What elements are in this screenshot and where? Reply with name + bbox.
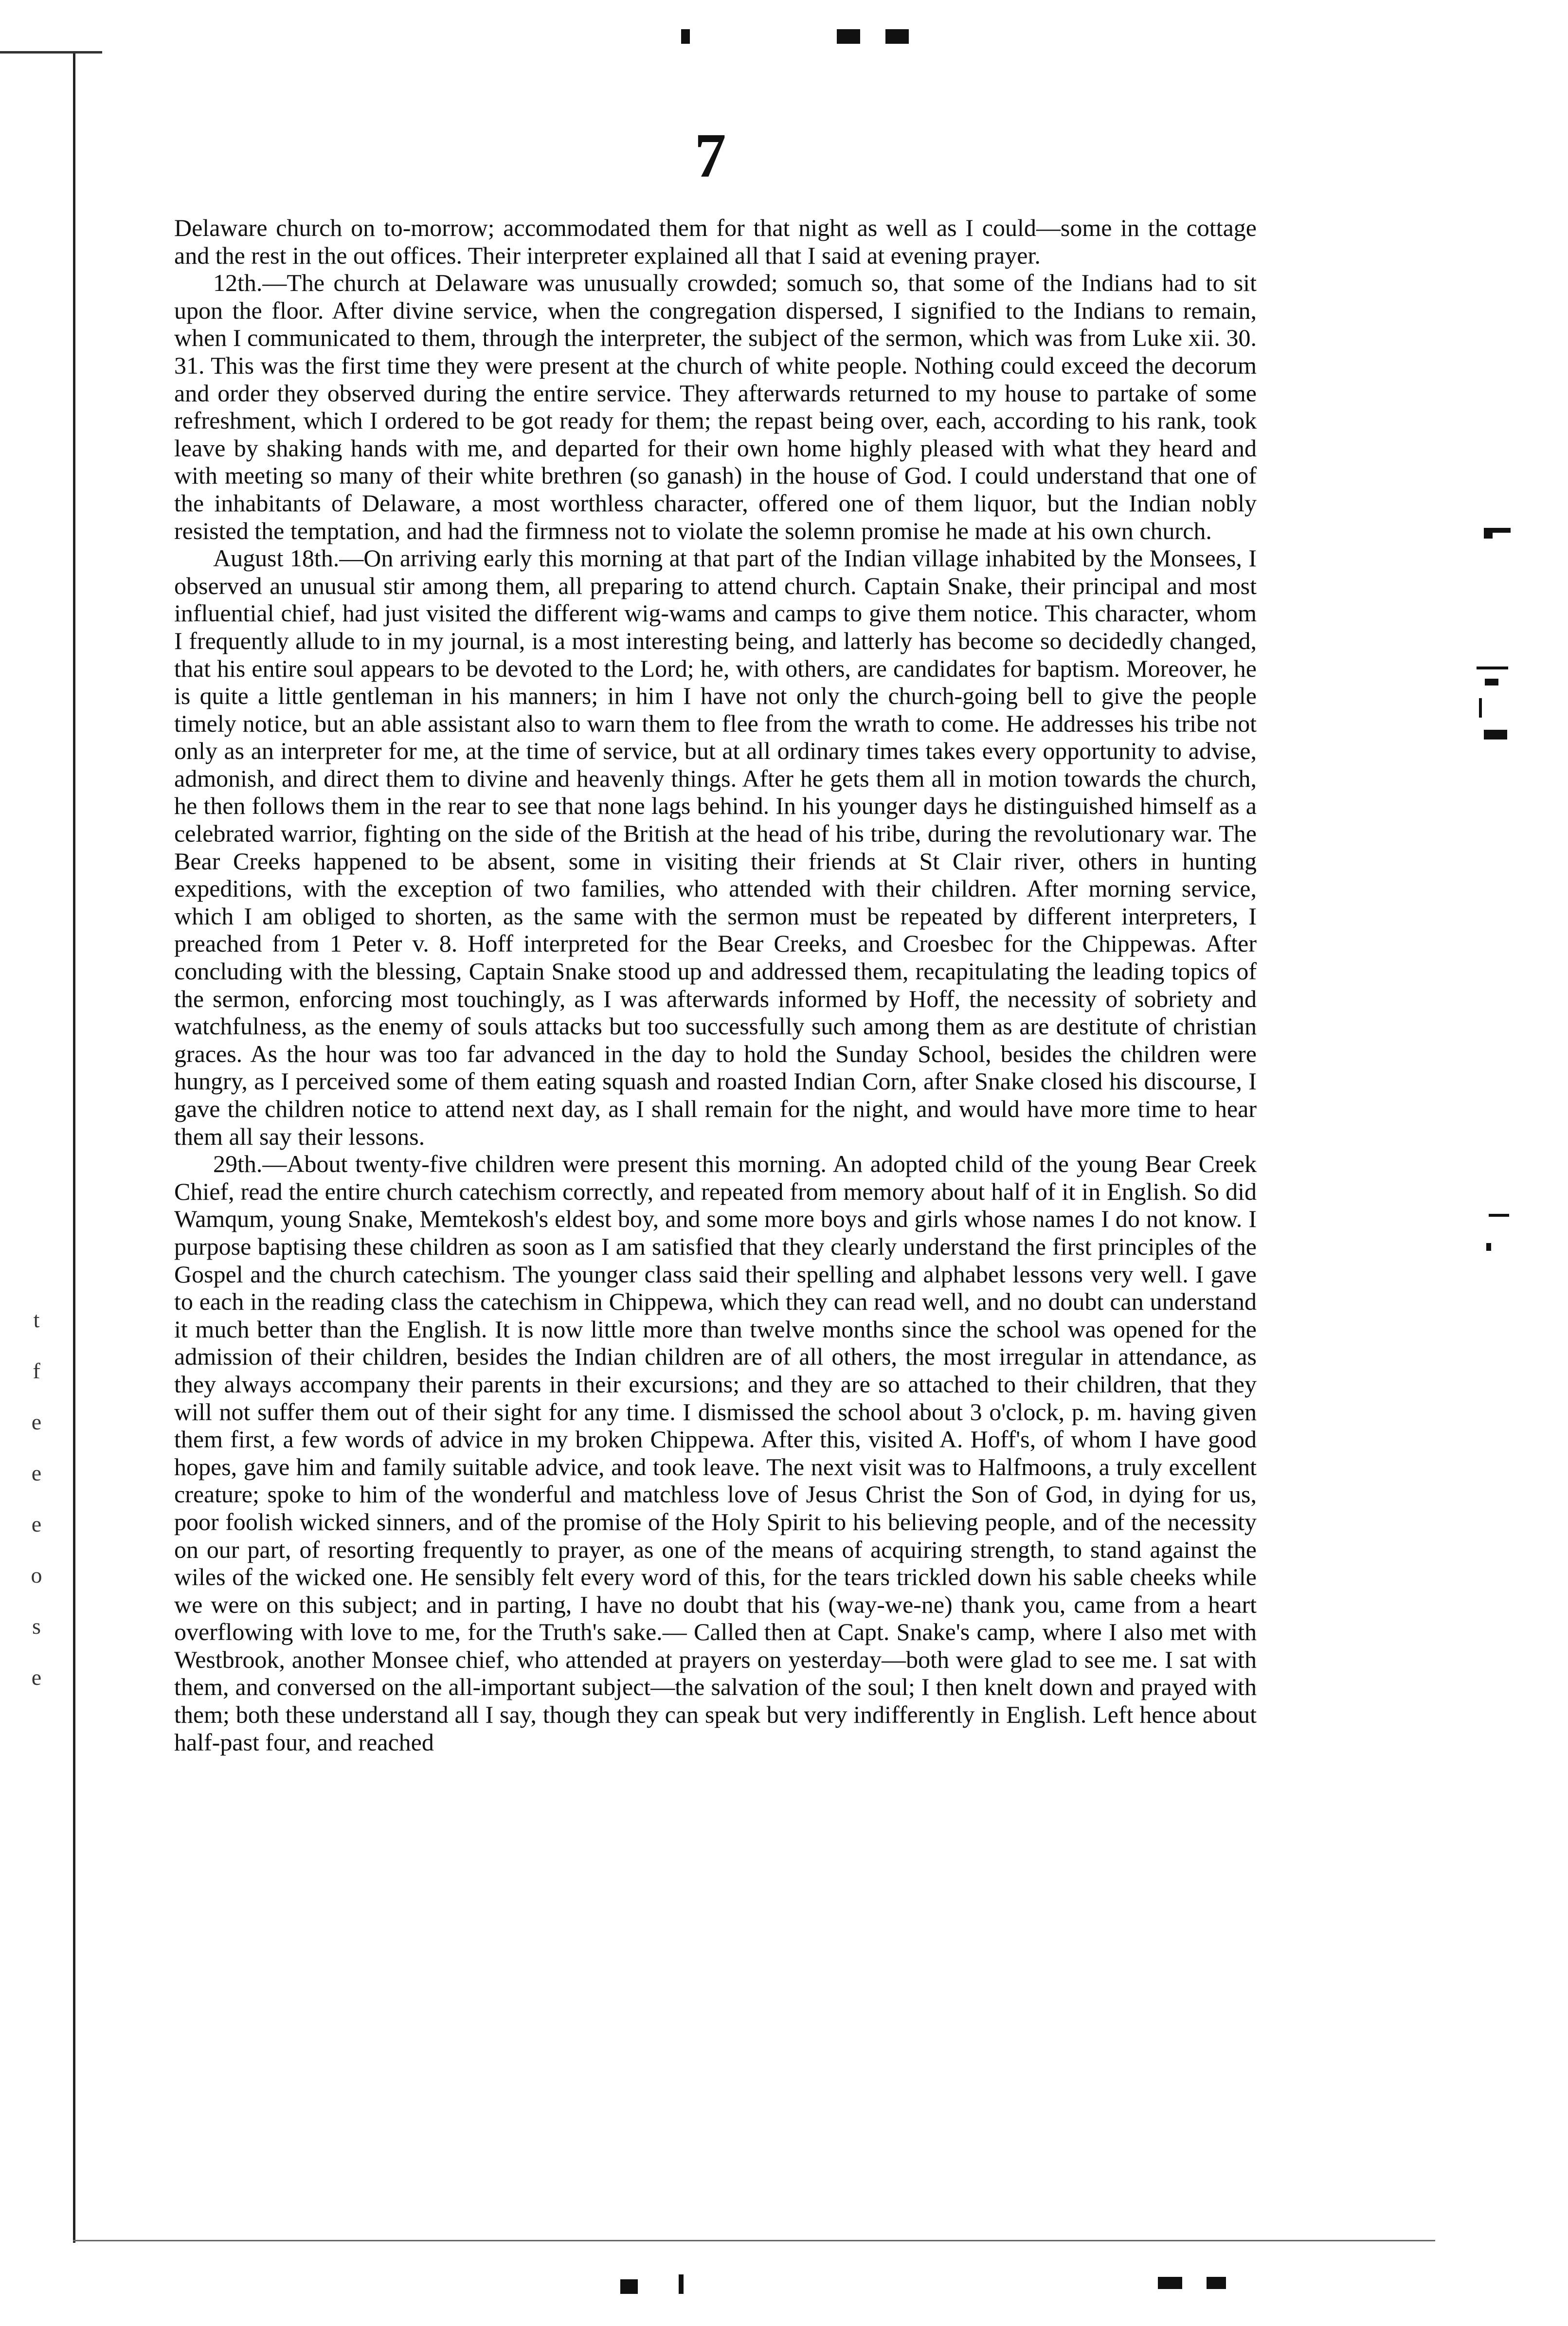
scan-frame-top xyxy=(0,51,102,54)
paragraph: 29th.—About twenty-five children were present this morning. An adopted child of the young Bear Creek Chief, read the entire church catechism correctly, and repeated from memory about half of it in English. So did Wamqum, young Snake, Memtekosh's eldest boy, and some more boys and girls whose names I do not know. I purpose baptising these children as soon as I am satisfied that they clearly understand the first principles of the Gospel and the church catechism. The younger class said their spelling and alphabet lessons very well. I gave to each in the reading class the catechism in Chippewa, which they can read well, and no doubt can understand it much better than the English. It is now little more than twelve months since the school was opened for the admission of their children, besides the Indian children are of all others, the most irregular in attendance, as they always accompany their parents in their excursions; and they are so attached to their children, that they will not suffer them out of their sight for any time. I dismissed the school about 3 o'clock, p. m. having given them first, a few words of advice in my broken Chippewa. After this, visited A. Hoff's, of whom I have good hopes, gave him and family suitable advice, and took leave. The next visit was to Halfmoons, a truly excellent creature; spoke to him of the wonderful and matchless love of Jesus Christ the Son of God, in dying for us, poor foolish wicked sinners, and of the promise of the Holy Spirit to his believing people, and of the necessity on our part, of resorting frequently to prayer, as one of the means of acquiring strength, to stand against the wiles of the wicked one. He sensibly felt every word of this, for the tears trickled down his sable cheeks while we were on this subject; and in parting, I have no doubt that his (way-we-ne) thank you, came from a heart overflowing with love to me, for the Truth's sake.— Called then at Capt. Snake's camp, where I also met with Westbrook, another Monsee chief, who attended at prayers on yesterday—both were glad to see me. I sat with them, and conversed on the all-important subject—the salvation of the soul; I then knelt down and prayed with them; both these understand all I say, though they can speak but very indifferently in English. Left hence about half-past four, and reached xyxy=(174,1150,1257,1756)
margin-fragment: e xyxy=(31,1461,42,1485)
scan-artifact xyxy=(885,29,909,44)
scan-artifact xyxy=(1484,730,1507,739)
paragraph: 12th.—The church at Delaware was unusually crowded; somuch so, that some of the Indians had to sit upon the floor. After divine service, when the congregation dispersed, I signified to the Indians to remain, when I communicated to them, through the interpreter, the subject of the sermon, which was from Luke xii. 30. 31. This was the first time they were present at the church of white people. Nothing could exceed the decorum and order they observed during the entire service. They afterwards returned to my house to partake of some refreshment, which I ordered to be got ready for them; the repast being over, each, according to his rank, took leave by shaking hands with me, and departed for their own home highly pleased with what they heard and with meeting so many of their white brethren (so ganash) in the house of God. I could understand that one of the inhabitants of Delaware, a most worthless character, offered one of them liquor, but the Indian nobly resisted the temptation, and had the firmness not to violate the solemn promise he made at his own church. xyxy=(174,269,1257,544)
paragraph: August 18th.—On arriving early this morning at that part of the Indian village inhabited by the Monsees, I observed an unusual stir among them, all preparing to attend church. Captain Snake, their principal and most influential chief, had just visited the different wig-wams and camps to give them notice. This character, whom I frequently allude to in my journal, is a most interesting being, and latterly has become so decidedly changed, that his entire soul appears to be devoted to the Lord; he, with others, are candidates for baptism. Moreover, he is quite a little gentleman in his manners; in him I have not only the church-going bell to give the people timely notice, but an able assistant also to warn them to flee from the wrath to come. He addresses his tribe not only as an interpreter for me, at the time of service, but at all ordinary times takes every opportunity to advise, admonish, and direct them to divine and heavenly things. After he gets them all in motion towards the church, he then follows them in the rear to see that none lags behind. In his younger days he distinguished himself as a celebrated warrior, fighting on the side of the British at the head of his tribe, during the revolutionary war. The Bear Creeks happened to be absent, some in visiting their friends at St Clair river, others in hunting expeditions, with the exception of two families, who attended with their children. After morning service, which I am obliged to shorten, as the same with the sermon must be repeated by different interpreters, I preached from 1 Peter v. 8. Hoff interpreted for the Bear Creeks, and Croesbec for the Chippewas. After concluding with the blessing, Captain Snake stood up and addressed them, recapitulating the leading topics of the sermon, enforcing most touchingly, as I was afterwards informed by Hoff, the necessity of sobriety and watchfulness, as the enemy of souls attacks but too successfully such among them as are destitute of christian graces. As the hour was too far advanced in the day to hold the Sunday School, besides the children were hungry, as I perceived some of them eating squash and roasted Indian Corn, after Snake closed his discourse, I gave the children notice to attend next day, as I shall remain for the night, and would have more time to hear them all say their lessons. xyxy=(174,544,1257,1150)
scan-artifact xyxy=(837,29,860,44)
scan-artifact xyxy=(620,2279,638,2294)
margin-fragment: e xyxy=(31,1512,42,1536)
scan-artifact xyxy=(1485,679,1498,685)
scan-artifact xyxy=(1477,667,1508,669)
scan-artifact xyxy=(1484,528,1493,539)
scan-artifact xyxy=(679,2274,684,2294)
margin-fragment: t xyxy=(33,1307,40,1332)
scan-artifact xyxy=(1479,698,1482,718)
page-number: 7 xyxy=(694,121,726,191)
scan-frame-left xyxy=(73,54,75,2243)
margin-fragment: s xyxy=(32,1614,41,1639)
margin-fragment: o xyxy=(31,1563,42,1587)
margin-fragment: e xyxy=(31,1409,42,1434)
scan-artifact xyxy=(1158,2277,1182,2289)
left-margin-fragments xyxy=(19,1294,54,1703)
paragraph: Delaware church on to-morrow; accommodated them for that night as well as I could—some in the cottage and the rest in the out offices. Their interpreter explained all that I said at evening prayer. xyxy=(174,214,1257,269)
margin-fragment: f xyxy=(33,1358,40,1383)
scan-frame-bottom xyxy=(73,2240,1435,2241)
margin-fragment: e xyxy=(31,1665,42,1690)
journal-text xyxy=(174,214,1257,1756)
scan-artifact xyxy=(1207,2277,1226,2289)
scan-artifact xyxy=(1486,1243,1491,1251)
scan-artifact xyxy=(681,29,690,44)
scan-artifact xyxy=(1489,1214,1509,1217)
